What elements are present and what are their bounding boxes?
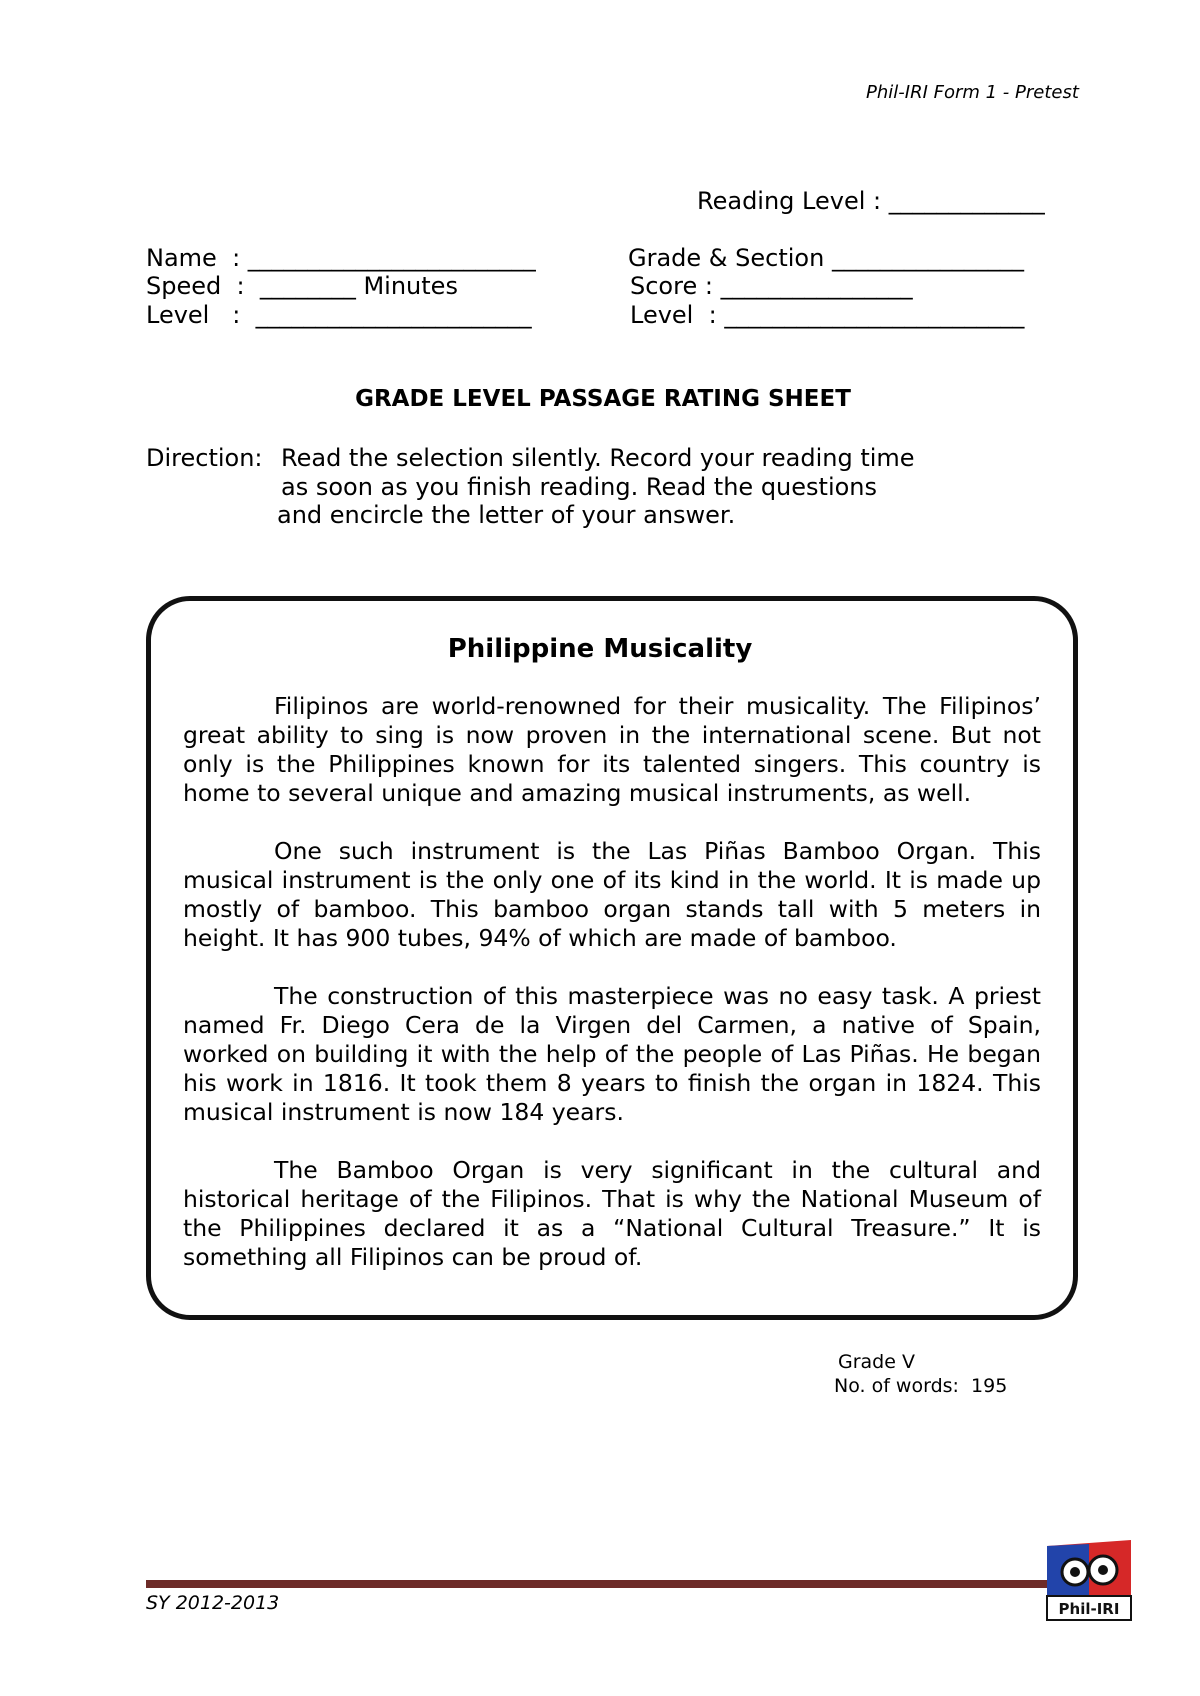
passage-paragraph: Filipinos are world-renowned for their musicality. The Filipinos’ great ability to sing is now proven in the international scene. But not only is the Philippines known for its talented singers. This country is home to several unique and amazing musical instruments, as well. xyxy=(183,692,1041,807)
grade-label: Grade V xyxy=(838,1351,915,1373)
logo-text: Phil-IRI xyxy=(1058,1600,1120,1618)
speed-field: Speed : ________ Minutes xyxy=(146,272,458,300)
direction-line-2: as soon as you finish reading. Read the questions xyxy=(281,473,878,501)
level-field-right: Level : _________________________ xyxy=(630,301,1025,329)
school-year: SY 2012-2013 xyxy=(146,1592,280,1614)
grade-section-field: Grade & Section ________________ xyxy=(628,244,1024,272)
direction-line-3: and encircle the letter of your answer. xyxy=(277,501,736,529)
level-field-left: Level : _______________________ xyxy=(146,301,532,329)
passage-paragraph: One such instrument is the Las Piñas Bamboo Organ. This musical instrument is the only one of its kind in the world. It is made up mostly of bamboo. This bamboo organ stands tall with 5 meters in height. It has 900 tubes, 94% of which are made of bamboo. xyxy=(183,837,1041,952)
phil-iri-logo xyxy=(1045,1540,1133,1622)
direction-line-1: Read the selection silently. Record your reading time xyxy=(281,444,915,472)
passage-title: Philippine Musicality xyxy=(447,634,753,664)
form-label: Phil-IRI Form 1 - Pretest xyxy=(866,82,1079,103)
passage-paragraph: The Bamboo Organ is very significant in the cultural and historical heritage of the Filipinos. That is why the National Museum of the Philippines declared it as a “National Cultural Treasure.” It is something all Filipinos can be proud of. xyxy=(183,1156,1041,1271)
score-field: Score : ________________ xyxy=(630,272,913,300)
direction-label: Direction: xyxy=(146,444,263,472)
name-field: Name : ________________________ xyxy=(146,244,536,272)
footer-bar xyxy=(146,1580,1086,1588)
passage-paragraph: The construction of this masterpiece was no easy task. A priest named Fr. Diego Cera de la Virgen del Carmen, a native of Spain, worked on building it with the help of the people of Las Piñas. He began his work in 1816. It took them 8 years to finish the organ in 1824. This musical instrument is now 184 years. xyxy=(183,982,1041,1126)
reading-level-field: Reading Level : _____________ xyxy=(697,187,1045,215)
page-title: GRADE LEVEL PASSAGE RATING SHEET xyxy=(355,386,851,412)
word-count: No. of words: 195 xyxy=(834,1375,1008,1397)
passage-text xyxy=(183,692,1041,1301)
